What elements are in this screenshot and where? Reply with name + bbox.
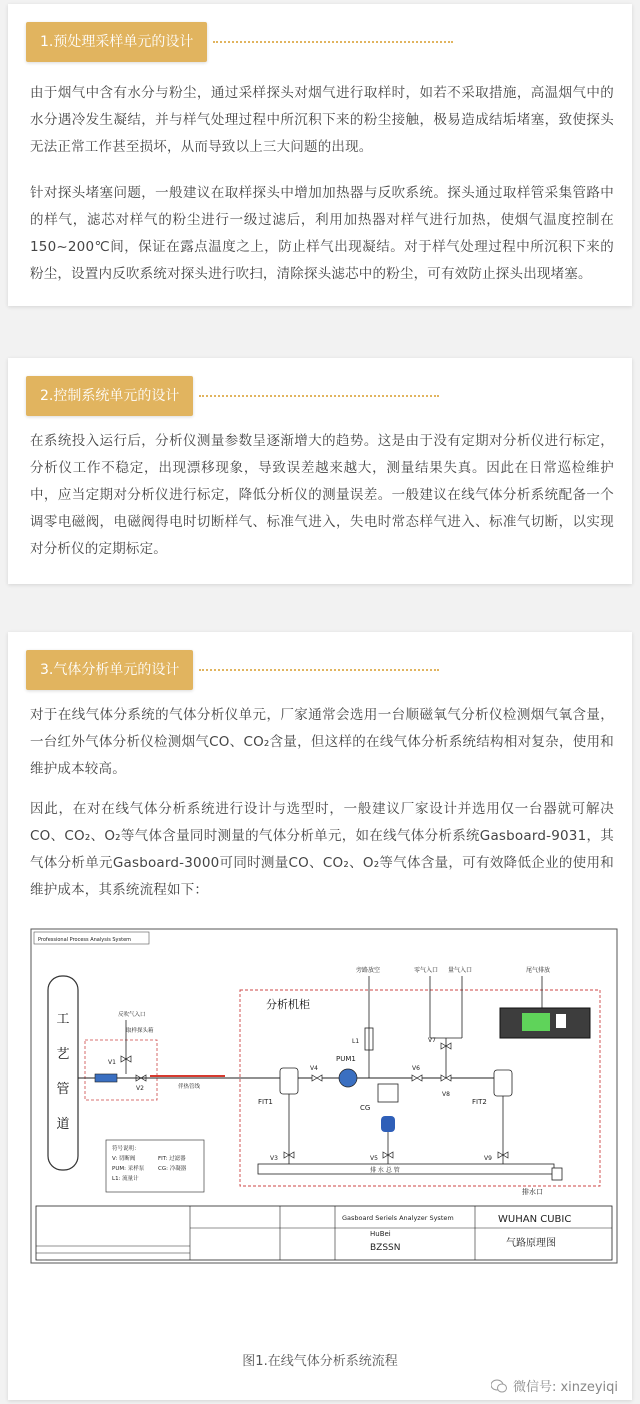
zero-gas-inlet-label: 零气入口 xyxy=(414,967,439,974)
diagram-header: Professional Process Analysis System xyxy=(38,937,132,943)
valve-label: V1 xyxy=(108,1059,116,1066)
heading-dotted-line xyxy=(199,395,439,397)
pipe-label: 道 xyxy=(56,1117,70,1132)
legend-item: 符号说明： xyxy=(112,1146,140,1152)
blowback-inlet-label: 反吹气入口 xyxy=(118,1012,146,1018)
valve-label: V2 xyxy=(136,1085,144,1092)
paragraph: 由于烟气中含有水分与粉尘，通过采样探头对烟气进行取样时，如若不采取措施，高温烟气中的水分遇冷发生凝结，并与样气处理过程中所沉积下来的粉尘接触，极易造成结垢堵塞，致使探头无法正常工作甚至损坏，从而导致以上三大问题的出现。 xyxy=(30,85,614,155)
span-gas-inlet-label: 量气入口 xyxy=(448,967,473,974)
valve-label: V3 xyxy=(270,1155,278,1162)
paragraph: 在系统投入运行后，分析仪测量参数呈逐渐增大的趋势。这是由于没有定期对分析仪进行标定，分析仪工作不稳定，出现漂移现象，导致误差越来越大，测量结果失真。因此在日常巡检维护中，应当定期对分析仪进行标定，降低分析仪的测量误差。一般建议在线气体分析系统配备一个调零电磁阀，电磁阀得电时切断样气、标准气进入，失电时常态样气进入、标准气切断，以实现对分析仪的定期标定。 xyxy=(30,433,614,557)
cabinet-label: 分析机柜 xyxy=(266,998,310,1011)
flowmeter-label: L1 xyxy=(352,1038,360,1045)
section-heading-3 xyxy=(26,650,439,690)
wechat-watermark xyxy=(491,1376,618,1395)
pipe-label: 工 xyxy=(56,1012,70,1027)
legend-item: V: 切断阀 xyxy=(112,1156,136,1162)
section-card-1 xyxy=(8,4,632,306)
valve-label: V6 xyxy=(412,1065,420,1072)
section-heading-2 xyxy=(26,376,439,416)
valve-label: V5 xyxy=(370,1155,378,1162)
bypass-vent-label: 旁路放空 xyxy=(356,967,381,974)
section-card-3 xyxy=(8,632,632,1400)
filter-fit1 xyxy=(280,1068,298,1094)
filter-fit2 xyxy=(494,1070,512,1096)
valve-label: V4 xyxy=(310,1065,318,1072)
pump-label: PUM1 xyxy=(336,1055,356,1063)
drain-pot-icon xyxy=(381,1116,395,1132)
filter-label: FIT1 xyxy=(258,1098,273,1106)
exhaust-label: 尾气排放 xyxy=(526,967,551,974)
section-heading-1 xyxy=(26,22,453,62)
paragraph: 因此，在对在线气体分析系统进行设计与选型时，一般建议厂家设计并选用仅一台器就可解决CO、CO₂、O₂等气体含量同时测量的气体分析单元，如在线气体分析系统Gasboard-9031，其气体分析单元Gasboard-3000可同时测量CO、CO₂、O₂等气体含量，可有效降低企业的使用和维护成本，其系统流程如下： xyxy=(30,801,614,898)
pipe-label: 管 xyxy=(56,1082,70,1097)
heading-dotted-line xyxy=(213,41,453,43)
probe-label: 取样探头箱 xyxy=(126,1028,154,1034)
pipe-label: 艺 xyxy=(56,1047,70,1062)
valve-label: V7 xyxy=(428,1037,436,1044)
condenser-icon xyxy=(378,1084,398,1102)
paragraph: 对于在线气体分系统的气体分析仪单元，厂家通常会选用一台顺磁氧气分析仪检测烟气氧含量，一台红外气体分析仪检测烟气CO、CO₂含量，但这样的在线气体分析系统结构相对复杂，使用和维护成本较高。 xyxy=(30,707,614,777)
legend-item: CG: 冷凝器 xyxy=(158,1166,187,1172)
pump-icon xyxy=(339,1069,357,1087)
title-block-location: HuBei xyxy=(370,1230,391,1238)
process-pipe xyxy=(48,976,78,1170)
condenser-label: CG xyxy=(360,1104,371,1112)
legend-item: FIT: 过滤器 xyxy=(158,1156,186,1162)
section-card-2 xyxy=(8,358,632,584)
section-heading-label: 2.控制系统单元的设计 xyxy=(26,376,193,416)
drain-header xyxy=(258,1164,554,1174)
title-block-client: BZSSN xyxy=(370,1243,401,1253)
legend-item: PUM: 采样泵 xyxy=(112,1166,145,1172)
gas-flow-diagram xyxy=(30,928,618,1264)
wechat-icon xyxy=(491,1379,507,1393)
section-heading-label: 3.气体分析单元的设计 xyxy=(26,650,193,690)
title-block-system: Gasboard Seriels Analyzer System xyxy=(342,1214,454,1222)
title-block-company: WUHAN CUBIC xyxy=(498,1214,572,1225)
wechat-id: 微信号: xinzeyiqi xyxy=(512,1380,618,1395)
title-block xyxy=(36,1206,612,1260)
paragraph: 针对探头堵塞问题，一般建议在取样探头中增加加热器与反吹系统。探头通过取样管采集管路中的样气，滤芯对样气的粉尘进行一级过滤后，利用加热器对样气进行加热，使烟气温度控制在150~200℃间，保证在露点温度之上，防止样气出现凝结。对于样气处理过程中所沉积下来的粉尘，设置内反吹系统对探头进行吹扫，清除探头滤芯中的粉尘，可有效防止探头出现堵塞。 xyxy=(30,185,614,282)
drain-port-label: 排水口 xyxy=(522,1188,543,1196)
probe-icon xyxy=(95,1074,117,1082)
heading-dotted-line xyxy=(199,669,439,671)
section-heading-label: 1.预处理采样单元的设计 xyxy=(26,22,207,62)
valve-label: V9 xyxy=(484,1155,492,1162)
drain-pipe-label: 排 水 总 管 xyxy=(370,1167,400,1174)
valve-label: V8 xyxy=(442,1091,450,1098)
legend-item: L1: 流量计 xyxy=(112,1176,139,1182)
filter-label: FIT2 xyxy=(472,1098,487,1106)
figure-caption: 图1.在线气体分析系统流程 xyxy=(242,1354,398,1369)
heated-line-label: 伴热管线 xyxy=(178,1084,201,1090)
title-block-drawing-title: 气路原理图 xyxy=(506,1238,556,1249)
